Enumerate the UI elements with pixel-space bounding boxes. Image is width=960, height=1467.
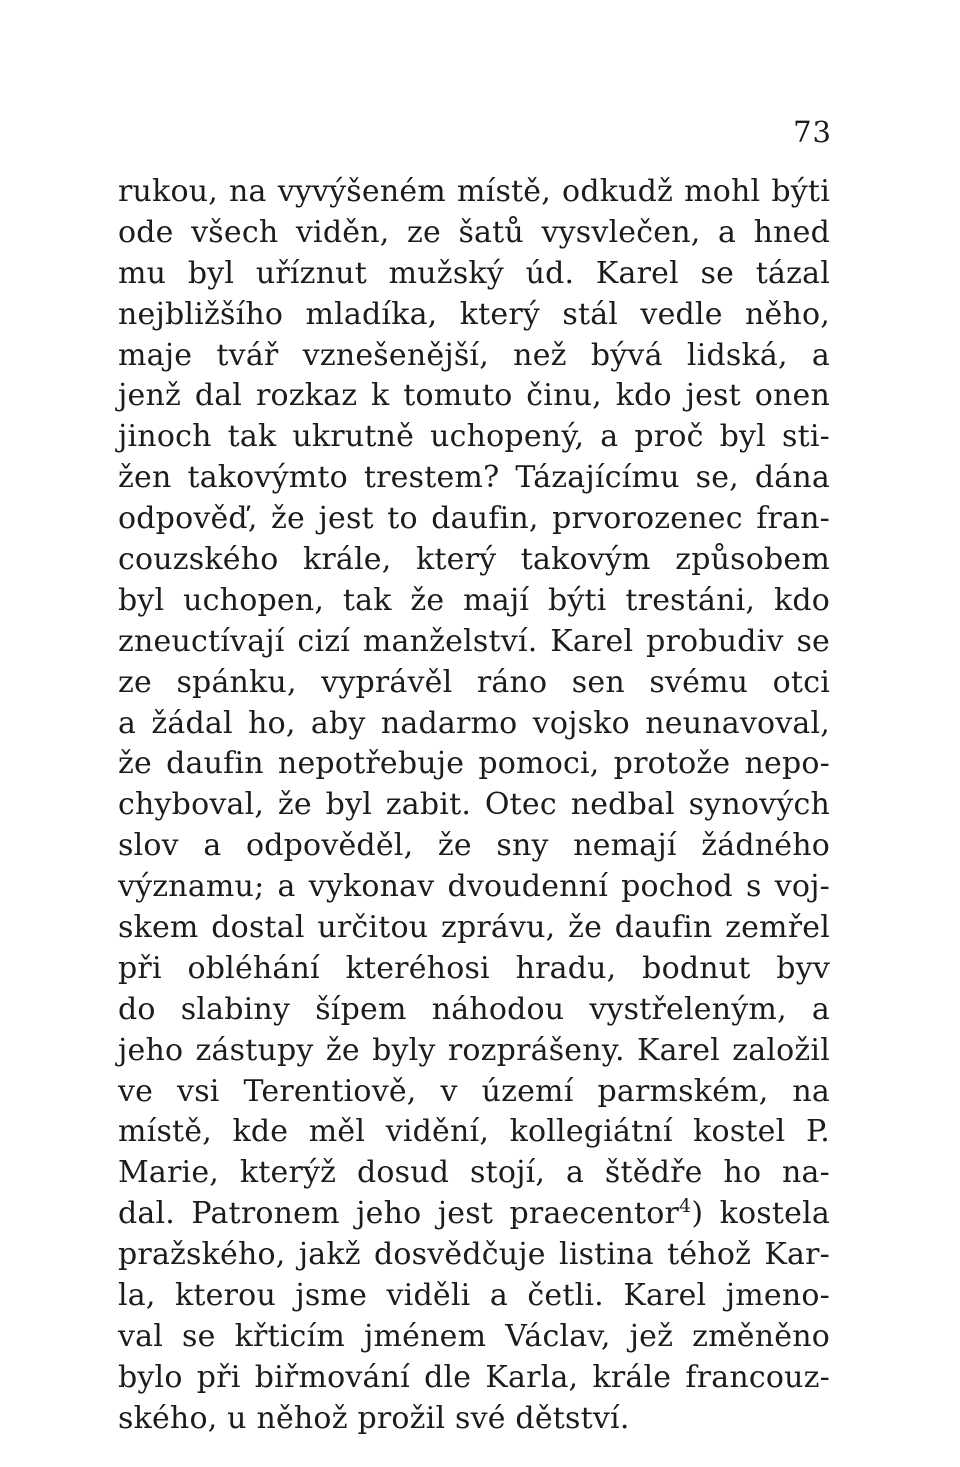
text-line: nejbližšího mladíka, který stál vedle něho, (118, 296, 830, 332)
text-line: byl uchopen, tak že mají býti trestáni, kdo (118, 582, 830, 618)
text-line: že daufin nepotřebuje pomoci, protože nepo- (118, 746, 830, 782)
text-line: zneuctívají cizí manželství. Karel probudiv se (118, 623, 830, 659)
text-line: ze spánku, vyprávěl ráno sen svému otci (118, 664, 830, 700)
text-line: val se křticím jménem Václav, jež změněno (118, 1318, 830, 1354)
text-line: jinoch tak ukrutně uchopený, a proč byl sti- (118, 419, 830, 455)
text-line: jeho zástupy že byly rozprášeny. Karel založil (118, 1032, 830, 1068)
page-number: 73 (793, 115, 832, 149)
text-line: pražského, jakž dosvědčuje listina téhož Kar- (118, 1237, 830, 1273)
text-line: a žádal ho, aby nadarmo vojsko neunavoval, (118, 705, 830, 741)
text-line: couzského krále, který takovým způsobem (118, 542, 830, 578)
text-line: skem dostal určitou zprávu, že daufin zemřel (118, 910, 830, 946)
body-text (118, 172, 830, 1440)
text-line: slov a odpověděl, že sny nemají žádného (118, 828, 830, 864)
text-line-start: dal. Patronem jeho jest praecentor (118, 1196, 680, 1232)
text-line: chyboval, že byl zabit. Otec nedbal synových (118, 787, 830, 823)
text-line-with-footnote (118, 1194, 830, 1235)
text-line: maje tvář vznešenější, než bývá lidská, a (118, 337, 830, 373)
text-line-end: ) kostela (691, 1196, 830, 1232)
text-line: ského, u něhož prožil své dětství. (118, 1400, 630, 1436)
text-line: Marie, kterýž dosud stojí, a štědře ho na- (118, 1155, 830, 1191)
text-line: jenž dal rozkaz k tomuto činu, kdo jest onen (118, 378, 830, 414)
text-line: žen takovýmto trestem? Tázajícímu se, dána (118, 460, 830, 496)
text-line: významu; a vykonav dvoudenní pochod s voj- (118, 869, 830, 905)
text-line: rukou, na vyvýšeném místě, odkudž mohl býti (118, 174, 830, 209)
text-line: odpověď, že jest to daufin, prvorozenec fran- (118, 501, 830, 537)
text-line: místě, kde měl vidění, kollegiátní kostel P. (118, 1114, 830, 1150)
text-line: la, kterou jsme viděli a četli. Karel jmeno- (118, 1278, 830, 1314)
text-line: při obléhání kteréhosi hradu, bodnut byv (118, 950, 830, 986)
text-line: do slabiny šípem náhodou vystřeleným, a (118, 991, 830, 1027)
text-line: mu byl uříznut mužský úd. Karel se tázal (118, 255, 830, 291)
text-line: ode všech viděn, ze šatů vysvlečen, a hned (118, 214, 830, 250)
text-line: bylo při biřmování dle Karla, krále francouz- (118, 1359, 830, 1395)
footnote-marker: 4 (679, 1195, 692, 1218)
text-line: ve vsi Terentiově, v území parmském, na (118, 1073, 830, 1109)
